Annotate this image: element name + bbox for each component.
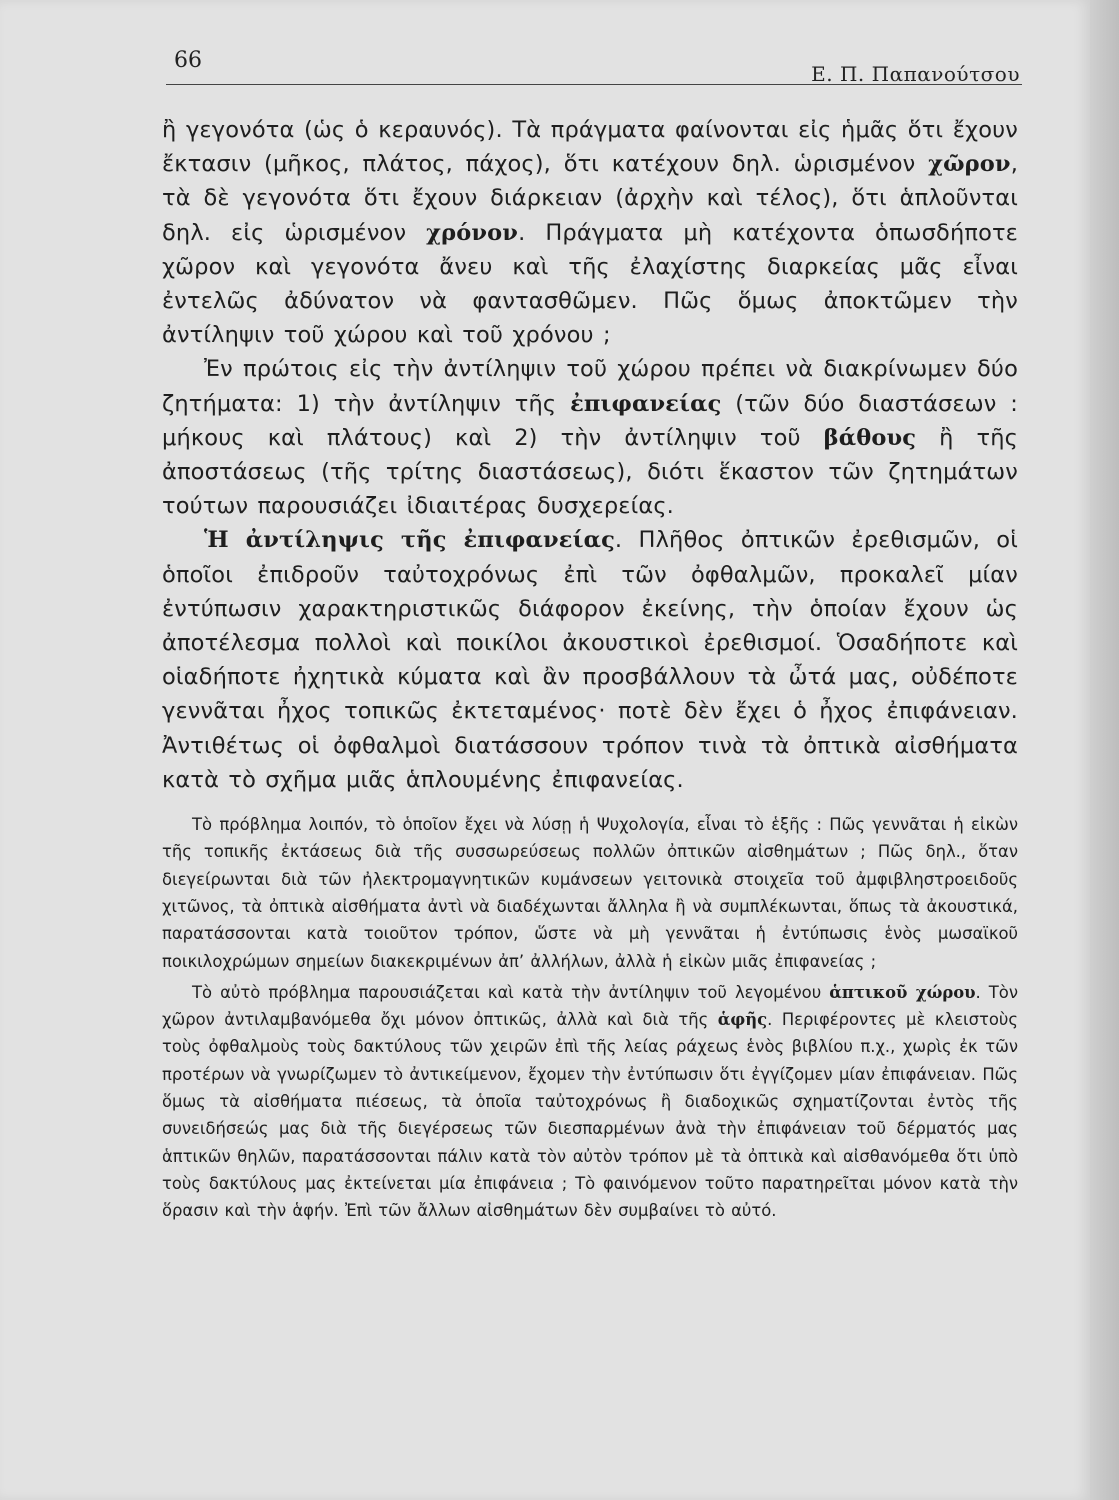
- running-head-author: Ε. Π. Παπανούτσου: [811, 62, 1020, 86]
- paragraph-3: Ἡ ἀντίληψις τῆς ἐπιφανείας. Πλῆθος ὀπτικῶν ἐρεθισμῶν, οἱ ὁποῖοι ἐπιδροῦν ταὐτοχρόνως ἐπὶ τῶν ὀφθαλμῶν, προκαλεῖ μίαν ἐντύπωσιν χαρακτηριστικῶς διάφορον ἐκείνης, τὴν ὁποίαν ἔχουν ὡς ἀποτέλεσμα πολλοὶ καὶ ποικίλοι ἀκουστικοὶ ἐρεθισμοί. Ὁσαδήποτε καὶ οἱαδήποτε ἠχητικὰ κύματα καὶ ἂν προσβάλλουν τὰ ὦτά μας, οὐδέποτε γεννᾶται ἦχος τοπικῶς ἐκτεταμένος· ποτὲ δὲν ἔχει ὁ ἦχος ἐπιφάνειαν. Ἀντιθέτως οἱ ὀφθαλμοὶ διατάσσουν τρόπον τινὰ τὰ ὀπτικὰ αἰσθήματα κατὰ τὸ σχῆμα μιᾶς ἁπλουμένης ἐπιφανείας.: [162, 527, 1018, 793]
- section-subheading: Ἡ ἀντίληψις τῆς ἐπιφανείας: [204, 527, 615, 554]
- small-paragraph-1: Τὸ πρόβλημα λοιπόν, τὸ ὁποῖον ἔχει νὰ λύσῃ ἡ Ψυχολογία, εἶναι τὸ ἑξῆς : Πῶς γεννᾶται ἡ εἰκὼν τῆς τοπικῆς ἐκτάσεως διὰ τῆς συσσωρεύσεως πολλῶν ὀπτικῶν αἰσθημάτων ; Πῶς δηλ., ὅταν διεγείρωνται διὰ τῶν ἠλεκτρομαγνητικῶν κυμάνσεων γειτονικὰ στοιχεῖα τοῦ ἀμφιβληστροειδοῦς χιτῶνος, τὰ ὀπτικὰ αἰσθήματα ἀντὶ νὰ διαδέχωνται ἄλληλα ἢ νὰ συμπλέκωνται, ὅπως τὰ ἀκουστικά, παρατάσσονται κατὰ τοιοῦτον τρόπον, ὥστε νὰ μὴ γεννᾶται ἡ ἐντύπωσις ἑνὸς μωσαϊκοῦ ποικιλοχρώμων σημείων διακεκριμένων ἀπ’ ἀλλήλων, ἀλλὰ ἡ εἰκὼν μιᾶς ἐπιφανείας ;: [162, 815, 1018, 971]
- body-text: [162, 113, 1018, 1225]
- term-touch: ἁφῆς: [717, 1010, 768, 1030]
- page-edge: [1090, 0, 1119, 1500]
- page-header: [166, 44, 1022, 85]
- main-text: [162, 113, 1018, 797]
- term-vathos: βάθους: [823, 424, 917, 451]
- small-paragraph-2: Τὸ αὐτὸ πρόβλημα παρουσιάζεται καὶ κατὰ τὴν ἀντίληψιν τοῦ λεγομένου ἁπτικοῦ χώρου. Τὸν χῶρον ἀντιλαμβανόμεθα ὄχι μόνον ὀπτικῶς, ἀλλὰ καὶ διὰ τῆς ἁφῆς. Περιφέροντες μὲ κλειστοὺς τοὺς ὀφθαλμοὺς τοὺς δακτύλους τῶν χειρῶν ἐπὶ τῆς λείας ράχεως ἑνὸς βιβλίου π.χ., χωρὶς ἐκ τῶν προτέρων νὰ γνωρίζωμεν τὸ ἀντικείμενον, ἔχομεν τὴν ἐντύπωσιν ὅτι ἐγγίζομεν μίαν ἐπιφάνειαν. Πῶς ὅμως τὰ αἰσθήματα πιέσεως, τὰ ὁποῖα ταὐτοχρόνως ἢ διαδοχικῶς σχηματίζονται ἐντὸς τῆς συνειδήσεώς μας διὰ τῆς διεγέρσεως τῶν διεσπαρμένων ἀνὰ τὴν ἐπιφάνειαν τοῦ δέρματός μας ἁπτικῶν θηλῶν, παρατάσσονται πάλιν κατὰ τὸν αὐτὸν τρόπον μὲ τὰ ὀπτικὰ καὶ αἰσθανόμεθα ὅτι ὑπὸ τοὺς δακτύλους μας ἐκτείνεται μία ἐπιφάνεια ; Τὸ φαινόμενον τοῦτο παρατηρεῖται μόνον κατὰ τὴν ὅρασιν καὶ τὴν ἁφήν. Ἐπὶ τῶν ἄλλων αἰσθημάτων δὲν συμβαίνει τὸ αὐτό.: [162, 982, 1018, 1221]
- small-print-text: [162, 811, 1018, 1224]
- term-chronos: χρόνον: [426, 219, 519, 246]
- term-epifaneia: ἐπιφανείας: [570, 390, 722, 417]
- page-number: 66: [174, 48, 202, 73]
- paragraph-2: Ἐν πρώτοις εἰς τὴν ἀντίληψιν τοῦ χώρου πρέπει νὰ διακρίνωμεν δύο ζητήματα: 1) τὴν ἀντίληψιν τῆς ἐπιφανείας (τῶν δύο διαστάσεων : μήκους καὶ πλάτους) καὶ 2) τὴν ἀντίληψιν τοῦ βάθους ἢ τῆς ἀποστάσεως (τῆς τρίτης διαστάσεως), διότι ἕκαστον τῶν ζητημάτων τούτων παρουσιάζει ἰδιαιτέρας δυσχερείας.: [162, 356, 1019, 520]
- term-chora: χῶρον: [928, 151, 1011, 178]
- term-haptic-space: ἁπτικοῦ χώρου: [829, 982, 976, 1002]
- paragraph-1: ἢ γεγονότα (ὡς ὁ κεραυνός). Τὰ πράγματα φαίνονται εἰς ἡμᾶς ὅτι ἔχουν ἔκτασιν (μῆκος, πλάτος, πάχος), ὅτι κατέχουν δηλ. ὡρισμένον χῶρον, τὰ δὲ γεγονότα ὅτι ἔχουν διάρκειαν (ἀρχὴν καὶ τέλος), ὅτι ἁπλοῦνται δηλ. εἰς ὡρισμένον χρόνον. Πράγματα μὴ κατέχοντα ὁπωσδήποτε χῶρον καὶ γεγονότα ἄνευ καὶ τῆς ἐλαχίστης διαρκείας μᾶς εἶναι ἐντελῶς ἀδύνατον νὰ φαντασθῶμεν. Πῶς ὅμως ἀποκτῶμεν τὴν ἀντίληψιν τοῦ χώρου καὶ τοῦ χρόνου ;: [162, 117, 1018, 349]
